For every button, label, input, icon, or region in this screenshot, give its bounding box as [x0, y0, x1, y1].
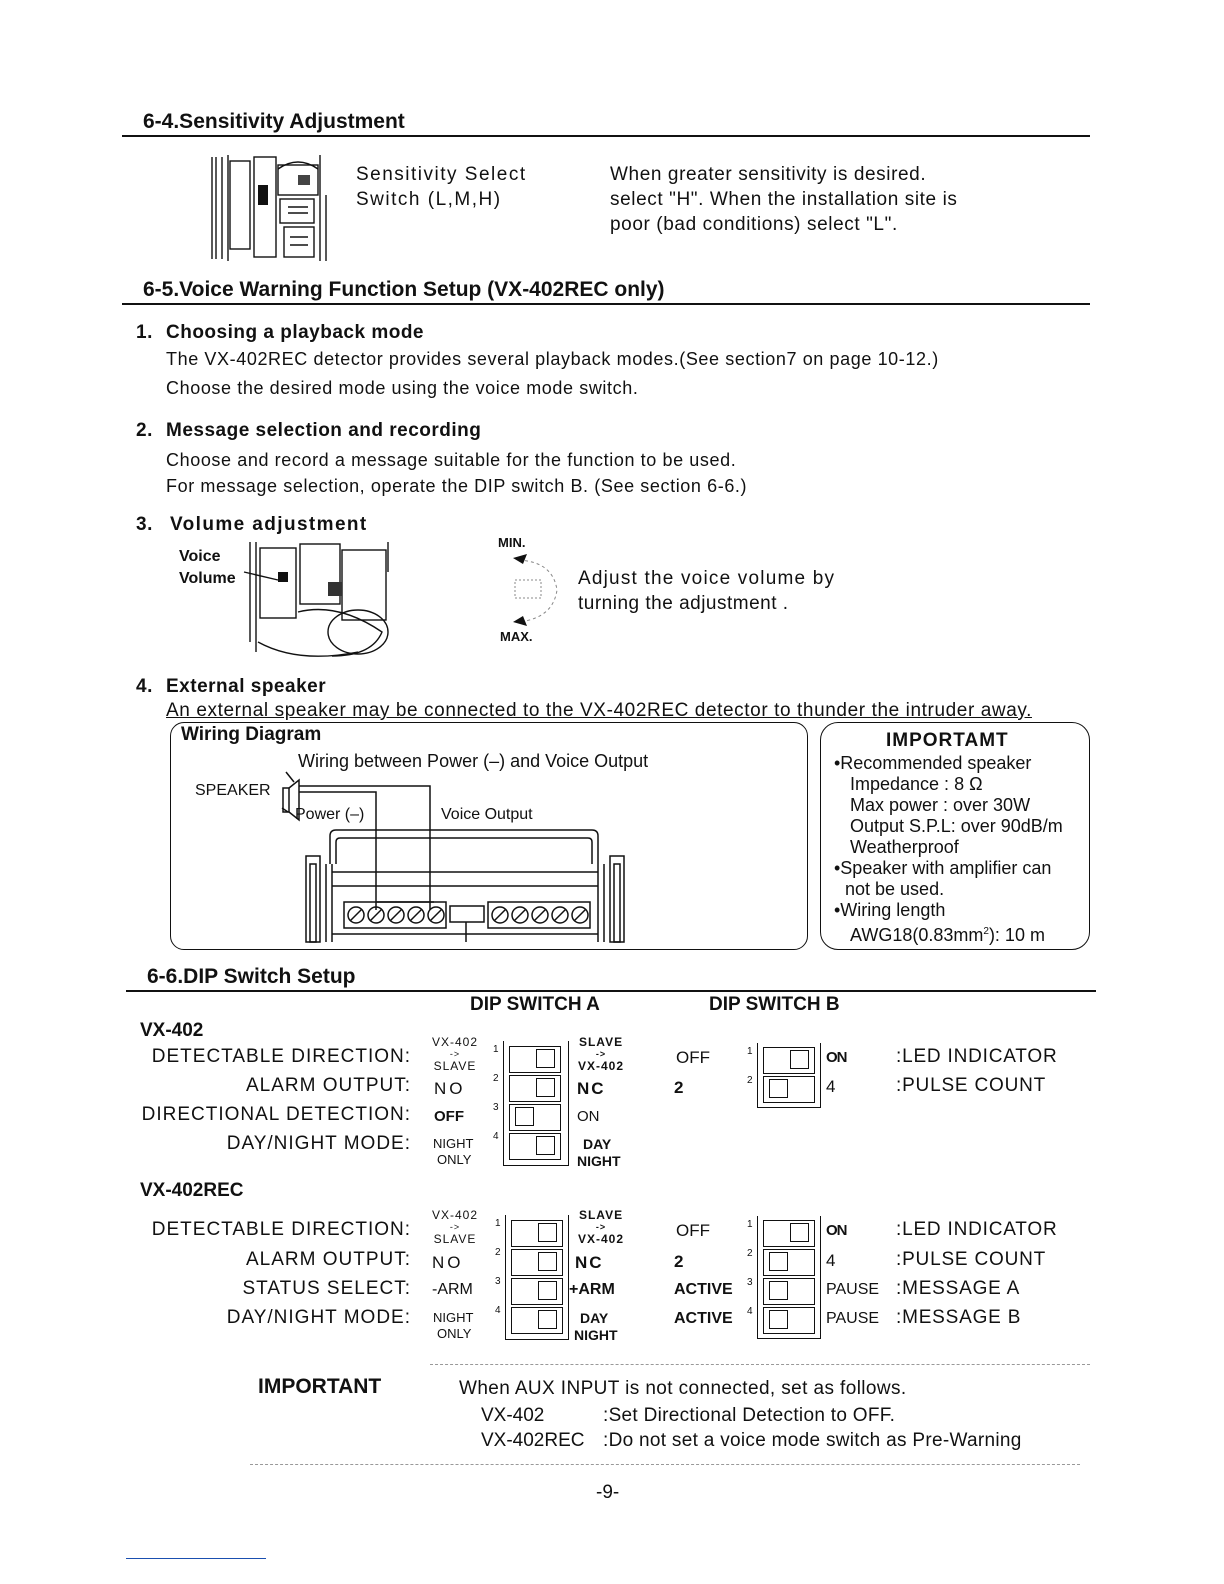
power-label: Power (–) — [295, 806, 365, 823]
important-box-title: IMPORTAMT — [886, 730, 1009, 751]
section-6-6-title: 6-6.DIP Switch Setup — [147, 965, 356, 988]
dip-a-switch-2[interactable] — [511, 1249, 563, 1277]
min-label: MIN. — [498, 535, 526, 550]
label-detectable-direction: DETECTABLE DIRECTION: — [151, 1046, 411, 1067]
opt-text: NIGHT — [433, 1136, 474, 1151]
awg-text: AWG18(0.83mm — [850, 925, 984, 945]
opt-right-direction — [578, 1209, 624, 1245]
volume-description — [578, 566, 835, 616]
opt-text: ONLY — [437, 1326, 472, 1341]
item-heading: Choosing a playback mode — [166, 322, 424, 343]
opt-left-alarm: NO — [432, 1253, 464, 1272]
opt-right-alarm: NC — [577, 1079, 606, 1098]
important-intro: When AUX INPUT is not connected, set as follows. — [459, 1378, 907, 1399]
page-number: -9- — [596, 1482, 620, 1503]
switch-number: 3 — [495, 1276, 501, 1287]
opt-left-directional: OFF — [434, 1108, 464, 1125]
opt-right-directional: ON — [577, 1108, 600, 1125]
label-day-night-mode: DAY/NIGHT MODE: — [226, 1133, 411, 1154]
section-rule — [122, 303, 1090, 305]
section-6-4-title: 6-4.Sensitivity Adjustment — [143, 110, 405, 133]
item-body — [166, 347, 939, 401]
item-number: 1. — [136, 322, 153, 343]
item-number: 2. — [136, 420, 153, 441]
sensitivity-switch-photo — [208, 155, 330, 261]
content-line: •Recommended speaker — [834, 753, 1032, 773]
dip-b-switch-3[interactable] — [763, 1278, 815, 1306]
opt-text: NIGHT — [433, 1310, 474, 1325]
b-desc-led: :LED INDICATOR — [896, 1219, 1058, 1240]
item-heading: External speaker — [166, 676, 327, 697]
important-row-text: :Set Directional Detection to OFF. — [603, 1405, 896, 1426]
model-vx402-heading: VX-402 — [140, 1020, 204, 1041]
label-detectable-direction: DETECTABLE DIRECTION: — [151, 1219, 411, 1240]
opt-text: DAY — [580, 1310, 609, 1326]
opt-text: -> — [449, 1049, 461, 1059]
awg-line — [834, 921, 1063, 946]
footer-link-line — [126, 1558, 266, 1559]
dip-a-switch-4[interactable] — [511, 1307, 563, 1335]
opt-text: VX-402 — [432, 1208, 479, 1222]
opt-b-left-3: ACTIVE — [674, 1281, 733, 1298]
opt-right-daynight — [577, 1136, 621, 1170]
item-heading: Message selection and recording — [166, 420, 482, 441]
dip-a-switch-1[interactable] — [511, 1220, 563, 1248]
desc-line: poor (bad conditions) select "L". — [610, 214, 898, 235]
switch-number: 2 — [493, 1073, 499, 1084]
opt-b-left-1: OFF — [676, 1221, 710, 1240]
item-number: 3. — [136, 514, 153, 535]
dip-b-switch-4[interactable] — [763, 1307, 815, 1335]
wiring-diagram — [270, 760, 640, 945]
dip-a-switch-2[interactable] — [509, 1075, 561, 1103]
section-rule — [126, 990, 1096, 992]
dip-switch-b-title: DIP SWITCH B — [709, 994, 840, 1015]
opt-b-right-4: PAUSE — [826, 1310, 880, 1327]
sensitivity-description — [610, 162, 958, 237]
desc-line: When greater sensitivity is desired. — [610, 164, 927, 185]
opt-b-left-2: 2 — [674, 1252, 684, 1271]
opt-left-status: -ARM — [432, 1281, 473, 1298]
opt-text: VX-402 — [578, 1232, 625, 1246]
item-body — [166, 448, 747, 499]
label-line: Voice — [179, 548, 221, 565]
opt-text: VX-402 — [432, 1035, 479, 1049]
opt-text: SLAVE — [433, 1232, 477, 1246]
b-desc-message-b: :MESSAGE B — [896, 1307, 1022, 1328]
dip-switch-a-title: DIP SWITCH A — [470, 994, 600, 1015]
dip-b-switch-1[interactable] — [763, 1047, 815, 1075]
switch-number: 1 — [747, 1219, 753, 1230]
switch-number: 1 — [495, 1218, 501, 1229]
content-line: Max power : over 30W — [850, 795, 1031, 815]
body-line: For message selection, operate the DIP switch B. (See section 6-6.) — [166, 476, 748, 496]
dip-a-switch-1[interactable] — [509, 1046, 561, 1074]
switch-number: 3 — [747, 1277, 753, 1288]
speaker-label: SPEAKER — [195, 782, 271, 799]
label-status-select: STATUS SELECT: — [242, 1278, 411, 1299]
important-box-content — [834, 753, 1063, 946]
content-line: not be used. — [845, 879, 945, 899]
body-line: The VX-402REC detector provides several playback modes.(See section7 on page 10-12.) — [166, 349, 939, 369]
opt-left-alarm: NO — [434, 1079, 466, 1098]
label-line: Sensitivity Select — [356, 164, 527, 185]
body-line: turning the adjustment . — [578, 593, 789, 614]
body-line: Adjust the voice volume by — [578, 568, 836, 589]
max-label: MAX. — [500, 629, 533, 644]
dip-b-switch-2[interactable] — [763, 1249, 815, 1277]
switch-number: 2 — [495, 1247, 501, 1258]
opt-text: -> — [595, 1222, 607, 1232]
sensitivity-switch-label — [356, 162, 527, 212]
b-desc-message-a: :MESSAGE A — [896, 1278, 1021, 1299]
switch-number: 2 — [747, 1075, 753, 1086]
content-line: Weatherproof — [850, 837, 959, 857]
wiring-between-label: Wiring between Power (–) and Voice Output — [298, 751, 649, 771]
dip-a-switch-3[interactable] — [511, 1278, 563, 1306]
opt-text: SLAVE — [578, 1208, 624, 1222]
body-line: Choose the desired mode using the voice mode switch. — [166, 378, 639, 398]
opt-b-right-2: 4 — [826, 1251, 836, 1270]
opt-b-left-1: OFF — [676, 1048, 710, 1067]
volume-dial-icon — [505, 552, 565, 630]
opt-b-right-1: ON — [826, 1049, 847, 1066]
opt-text: NIGHT — [574, 1327, 618, 1343]
opt-right-alarm: NC — [575, 1253, 604, 1272]
voice-volume-label — [179, 546, 236, 590]
awg-text: ): 10 m — [988, 925, 1045, 945]
opt-left-daynight — [433, 1136, 473, 1168]
switch-number: 4 — [747, 1306, 753, 1317]
b-desc-pulse: :PULSE COUNT — [896, 1249, 1047, 1270]
body-line: Choose and record a message suitable for the function to be used. — [166, 450, 737, 470]
opt-text: DAY — [583, 1136, 612, 1152]
opt-text: ONLY — [437, 1152, 472, 1167]
important-row-text: :Do not set a voice mode switch as Pre-Warning — [603, 1430, 1022, 1451]
switch-number: 4 — [493, 1131, 499, 1142]
label-day-night-mode: DAY/NIGHT MODE: — [226, 1307, 411, 1328]
switch-number: 3 — [493, 1102, 499, 1113]
content-line: Output S.P.L: over 90dB/m — [850, 816, 1063, 836]
item-number: 4. — [136, 676, 153, 697]
opt-text: -> — [449, 1222, 461, 1232]
opt-b-right-2: 4 — [826, 1077, 836, 1096]
voice-output-label: Voice Output — [441, 806, 533, 823]
content-line: •Speaker with amplifier can — [834, 858, 1052, 878]
opt-b-left-4: ACTIVE — [674, 1310, 733, 1327]
section-rule — [122, 135, 1090, 137]
voice-volume-photo — [238, 542, 398, 664]
opt-text: SLAVE — [433, 1059, 477, 1073]
label-alarm-output: ALARM OUTPUT: — [245, 1075, 411, 1096]
content-line: Impedance : 8 Ω — [850, 774, 983, 794]
item-body: An external speaker may be connected to the VX-402REC detector to thunder the intruder away. — [166, 700, 1032, 721]
switch-number: 4 — [495, 1305, 501, 1316]
b-desc-led: :LED INDICATOR — [896, 1046, 1058, 1067]
switch-number: 1 — [747, 1046, 753, 1057]
b-desc-pulse: :PULSE COUNT — [896, 1075, 1047, 1096]
label-directional-detection: DIRECTIONAL DETECTION: — [141, 1104, 411, 1125]
important-row-model: VX-402 — [481, 1405, 545, 1426]
switch-number: 1 — [493, 1044, 499, 1055]
section-6-5-title: 6-5.Voice Warning Function Setup (VX-402REC only) — [143, 278, 665, 301]
important-box-bottom-border — [250, 1464, 1080, 1465]
important-title: IMPORTANT — [258, 1375, 382, 1398]
label-line: Volume — [179, 570, 236, 587]
awg-sup: 2 — [983, 926, 989, 937]
desc-line: select "H". When the installation site is — [610, 189, 958, 210]
opt-left-direction — [432, 1036, 478, 1072]
important-row-model: VX-402REC — [481, 1430, 585, 1451]
opt-left-daynight — [433, 1310, 473, 1342]
opt-right-direction — [578, 1036, 624, 1072]
model-vx402rec-heading: VX-402REC — [140, 1180, 244, 1201]
opt-text: -> — [595, 1049, 607, 1059]
opt-right-daynight — [574, 1310, 618, 1344]
opt-b-right-3: PAUSE — [826, 1281, 880, 1298]
opt-b-left-2: 2 — [674, 1078, 684, 1097]
opt-right-status: +ARM — [569, 1281, 615, 1298]
opt-text: NIGHT — [577, 1153, 621, 1169]
label-alarm-output: ALARM OUTPUT: — [245, 1249, 411, 1270]
opt-text: SLAVE — [578, 1035, 624, 1049]
dip-b-switch-2[interactable] — [763, 1076, 815, 1104]
important-box-top-border — [430, 1364, 1090, 1365]
switch-number: 2 — [747, 1248, 753, 1259]
opt-b-right-1: ON — [826, 1222, 847, 1239]
content-line: •Wiring length — [834, 900, 946, 920]
opt-text: VX-402 — [578, 1059, 625, 1073]
wiring-diagram-title: Wiring Diagram — [181, 724, 322, 745]
label-line: Switch (L,M,H) — [356, 189, 502, 210]
dip-a-switch-4[interactable] — [509, 1133, 561, 1161]
dip-b-switch-1[interactable] — [763, 1220, 815, 1248]
dip-a-switch-3[interactable] — [509, 1104, 561, 1132]
item-heading: Volume adjustment — [170, 514, 368, 535]
opt-left-direction — [432, 1209, 478, 1245]
